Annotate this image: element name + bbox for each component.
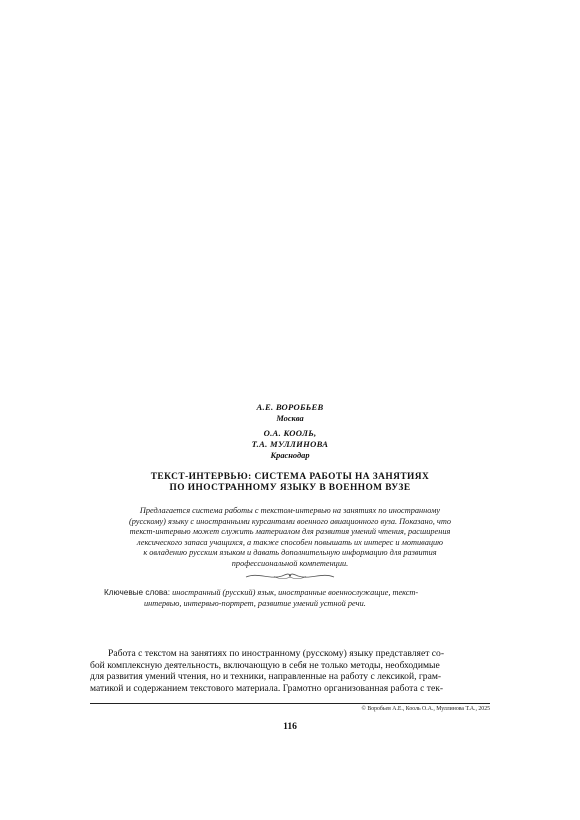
- abstract-line: (русскому) языку с иностранными курсантами военного авиационного вуза. Показано, что: [128, 516, 452, 526]
- author-name: Т.А. МУЛЛИНОВА: [251, 439, 329, 449]
- title-line: ТЕКСТ-ИНТЕРВЬЮ: СИСТЕМА РАБОТЫ НА ЗАНЯТИЯХ: [150, 472, 430, 482]
- article-title: [0, 472, 580, 494]
- footnote-divider: [90, 703, 490, 704]
- copyright-notice: © Воробьев А.Е., Кооль О.А., Муллинова Т.А., 2025: [361, 706, 490, 712]
- author-name: О.А. КООЛЬ,: [263, 428, 317, 438]
- keywords: [104, 588, 480, 609]
- page-number: 116: [283, 721, 297, 732]
- abstract-line: профессиональной компетенции.: [231, 558, 349, 568]
- abstract-line: лексического запаса учащихся, а также способен повышать их интерес и мотивацию: [136, 537, 444, 547]
- body-paragraph: [90, 648, 490, 694]
- decorative-divider-icon: [244, 571, 336, 581]
- keywords-label: Ключевые слова:: [104, 588, 170, 597]
- body-line: матикой и содержанием текстового материала. Грамотно организованная работа с тек-: [90, 682, 444, 694]
- body-line: Работа с текстом на занятиях по иностранному (русскому) языку представляет со-: [108, 648, 445, 659]
- abstract-line: Предлагается система работы с текстом-интервью на занятиях по иностранному: [139, 506, 441, 515]
- author-city: Краснодар: [270, 451, 310, 460]
- keywords-text: иностранный (русский) язык, иностранные военнослужащие, текст-: [172, 588, 419, 597]
- abstract-line: текст-интервью может служить материалом для развития умений чтения, расширения: [129, 527, 451, 537]
- author-name: А.Е. ВОРОБЬЕВ: [256, 402, 324, 412]
- title-line: ПО ИНОСТРАННОМУ ЯЗЫКУ В ВОЕННОМ ВУЗЕ: [169, 483, 411, 493]
- body-line: бой комплексную деятельность, включающую в себя не только методы, необходимые: [90, 659, 440, 671]
- keywords-text: интервью, интервью-портрет, развитие умений устной речи.: [144, 598, 366, 608]
- abstract-line: к овладению русским языком и давать дополнительную информацию для развития: [143, 548, 437, 558]
- body-line: для развития умений чтения, но и техники, направленные на работу с лексикой, грам-: [90, 671, 442, 683]
- author-city: Москва: [276, 414, 304, 423]
- author-block: [0, 402, 580, 461]
- abstract: [96, 506, 484, 570]
